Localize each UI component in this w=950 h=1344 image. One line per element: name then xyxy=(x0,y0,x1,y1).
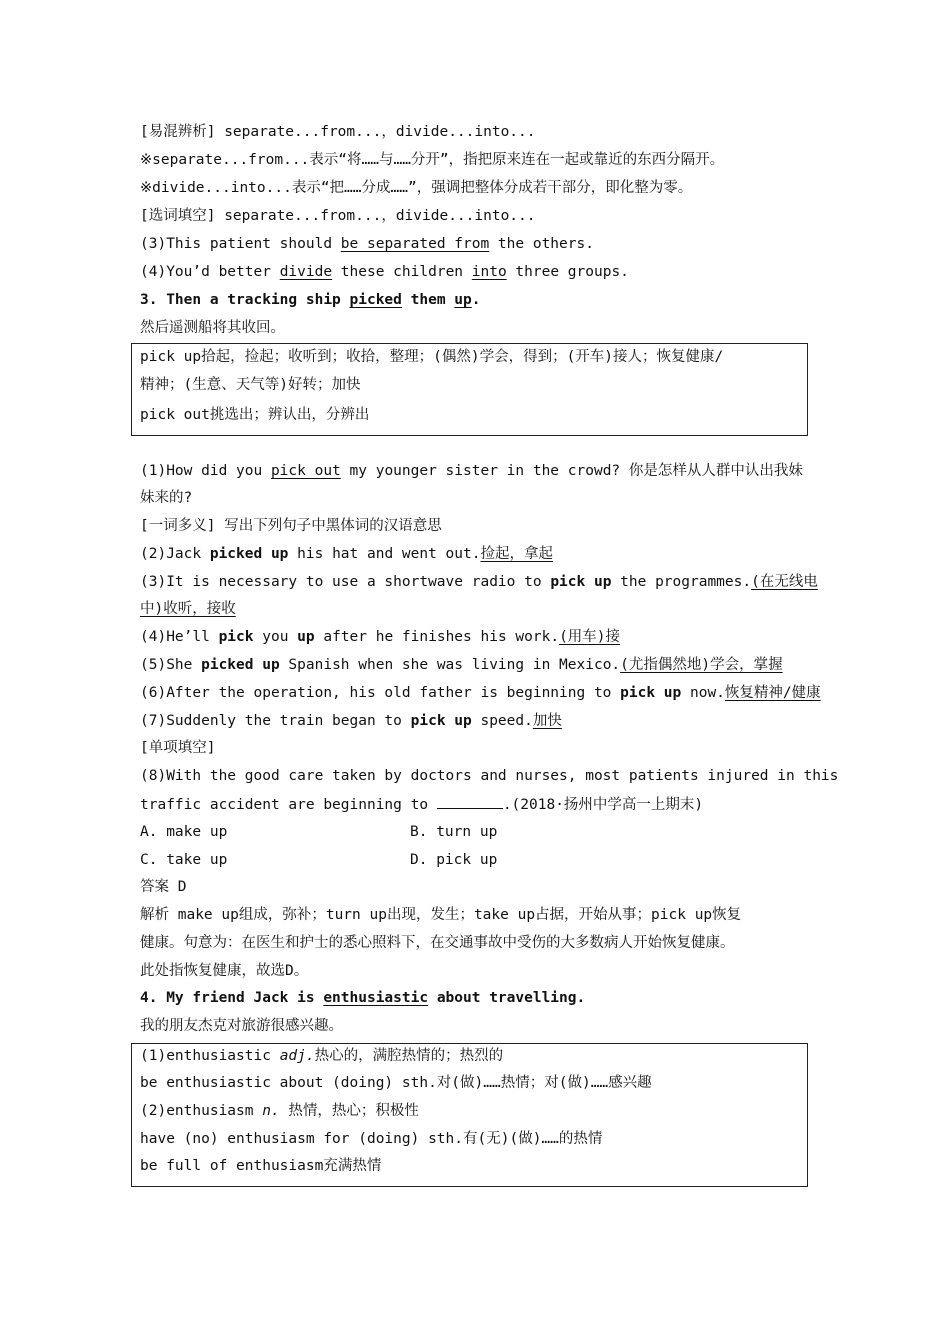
term: (2)enthusiasm xyxy=(140,1103,263,1119)
separate-note xyxy=(140,150,724,170)
heading-text: . xyxy=(471,292,481,308)
bold-word: picked up xyxy=(209,546,289,562)
fill-question-4 xyxy=(140,262,629,282)
polysemy-4 xyxy=(140,627,620,647)
explanation-2 xyxy=(140,933,735,953)
heading-text: 3. Then a tracking ship xyxy=(140,292,350,308)
answer-underline: 加快 xyxy=(532,713,562,729)
options-row-1 xyxy=(140,822,640,842)
polysemy-3 xyxy=(140,572,818,592)
q-text: (8)With the good care taken by doctors and nurses, most patients injured in this xyxy=(140,768,839,784)
definition-line: be enthusiastic about (doing) sth.对(做)……热情；对(做)……感兴趣 xyxy=(140,1075,652,1091)
definition-line: pick out挑选出；辨认出，分辨出 xyxy=(140,407,370,423)
bold-word: up xyxy=(297,629,315,645)
meaning: 热心的，满腔热情的；热烈的 xyxy=(314,1048,504,1064)
option-b: B. turn up xyxy=(410,824,498,840)
answer-underline: into xyxy=(471,264,507,280)
q-text: the others. xyxy=(489,236,594,252)
meaning: 热情，热心；积极性 xyxy=(279,1103,419,1119)
term: (1)enthusiastic xyxy=(140,1048,280,1064)
q-text: Spanish when she was living in Mexico. xyxy=(279,657,621,673)
explanation-text: 解析 make up组成，弥补；turn up出现，发生；take up占据，开始从事；pick up恢复 xyxy=(140,907,742,923)
answer-underline: be separated from xyxy=(340,236,490,252)
confusion-heading-text: [易混辨析] separate...from...，divide...into... xyxy=(140,124,536,140)
divide-note xyxy=(140,178,692,198)
definition-line xyxy=(140,1101,419,1121)
translation-text: 然后遥测船将其收回。 xyxy=(140,320,285,336)
heading-text: 4. My friend Jack is xyxy=(140,990,324,1006)
q-text: (4)He’ll xyxy=(140,629,219,645)
separate-note-text: ※separate...from...表示“将……与……分开”，指把原来连在一起或靠近的东西分隔开。 xyxy=(140,152,725,168)
q-text: the programmes. xyxy=(611,574,752,590)
answer-underline: pick out xyxy=(270,463,341,479)
q-text: after he finishes his work. xyxy=(314,629,560,645)
section-4-translation xyxy=(140,1016,343,1036)
q-text: these children xyxy=(332,264,472,280)
definition-line: pick up拾起，捡起；收听到；收拾，整理；(偶然)学会，得到；(开车)接人；恢复健康/ xyxy=(140,349,724,365)
part-of-speech: adj. xyxy=(279,1048,315,1064)
answer-text: 答案 D xyxy=(140,879,187,895)
answer-blank xyxy=(437,794,503,809)
definition-line: 精神；(生意、天气等)好转；加快 xyxy=(140,377,361,393)
fill-heading xyxy=(140,206,536,226)
example-1-cont xyxy=(140,488,192,508)
section-3-heading xyxy=(140,290,481,310)
q-text: traffic accident are beginning to xyxy=(140,797,437,813)
bold-word: pick up xyxy=(410,713,472,729)
q-text: (5)She xyxy=(140,657,202,673)
q-text: now. xyxy=(681,685,725,701)
answer-underline: 捡起，拿起 xyxy=(480,546,553,562)
explanation-text: 健康。句意为：在医生和护士的悉心照料下，在交通事故中受伤的大多数病人开始恢复健康。 xyxy=(140,935,735,951)
q-text: you xyxy=(253,629,298,645)
fill-heading-text: [选词填空] separate...from...，divide...into... xyxy=(140,208,536,224)
heading-text: them xyxy=(401,292,455,308)
key-word: picked xyxy=(349,292,402,308)
answer-underline: 中)收听，接收 xyxy=(140,601,236,617)
q-text: (4)You’d better xyxy=(140,264,280,280)
fill-question-3 xyxy=(140,234,594,254)
option-a: A. make up xyxy=(140,824,228,840)
q-text: (2)Jack xyxy=(140,546,210,562)
section-3-translation xyxy=(140,318,285,338)
enthusiastic-definition-box xyxy=(131,1043,808,1187)
bold-word: pick up xyxy=(550,574,612,590)
bold-word: pick xyxy=(218,629,254,645)
q-text: 妹来的? xyxy=(140,490,193,506)
part-of-speech: n. xyxy=(262,1103,280,1119)
bold-word: pick up xyxy=(620,685,682,701)
polysemy-3-cont xyxy=(140,599,236,619)
q-text: (7)Suddenly the train began to xyxy=(140,713,411,729)
explanation-3 xyxy=(140,961,308,981)
definition-line xyxy=(140,1046,503,1066)
single-choice-heading xyxy=(140,738,215,758)
definition-line: be full of enthusiasm充满热情 xyxy=(140,1158,382,1174)
confusion-heading xyxy=(140,122,536,142)
answer-underline: (用车)接 xyxy=(559,629,621,645)
translation-text: 我的朋友杰克对旅游很感兴趣。 xyxy=(140,1018,343,1034)
answer-underline: divide xyxy=(279,264,333,280)
q-text: speed. xyxy=(471,713,533,729)
question-8-cont xyxy=(140,794,703,815)
polysemy-2 xyxy=(140,544,553,564)
answer-underline: (在无线电 xyxy=(751,574,818,590)
options-row-2 xyxy=(140,850,640,870)
polysemy-7 xyxy=(140,711,562,731)
pick-up-definition-box xyxy=(131,343,808,436)
q-text: (6)After the operation, his old father is beginning to xyxy=(140,685,621,701)
polysemy-6 xyxy=(140,683,821,703)
heading-text: [一词多义] 写出下列句子中黑体词的汉语意思 xyxy=(140,518,442,534)
key-word: up xyxy=(454,292,472,308)
explanation-1 xyxy=(140,905,741,925)
option-d: D. pick up xyxy=(410,852,498,868)
definition-line: have (no) enthusiasm for (doing) sth.有(无)(做)……的热情 xyxy=(140,1131,603,1147)
q-text: (3)It is necessary to use a shortwave radio to xyxy=(140,574,551,590)
answer-underline: (尤指偶然地)学会，掌握 xyxy=(620,657,783,673)
section-4-heading xyxy=(140,988,585,1008)
heading-text: about travelling. xyxy=(428,990,586,1006)
bold-word: picked up xyxy=(201,657,280,673)
explanation-text: 此处指恢复健康，故选D。 xyxy=(140,963,309,979)
example-1 xyxy=(140,461,803,481)
q-text: (1)How did you xyxy=(140,463,271,479)
q-text: .(2018·扬州中学高一上期末) xyxy=(502,797,704,813)
heading-text: [单项填空] xyxy=(140,740,216,756)
answer-line xyxy=(140,877,186,897)
q-text: his hat and went out. xyxy=(288,546,481,562)
polysemy-5 xyxy=(140,655,783,675)
q-text: my younger sister in the crowd? 你是怎样从人群中认出我妹 xyxy=(340,463,803,479)
option-c: C. take up xyxy=(140,852,228,868)
divide-note-text: ※divide...into...表示“把……分成……”，强调把整体分成若干部分，即化整为零。 xyxy=(140,180,693,196)
q-text: three groups. xyxy=(506,264,629,280)
polysemy-heading xyxy=(140,516,442,536)
q-text: (3)This patient should xyxy=(140,236,341,252)
answer-underline: 恢复精神/健康 xyxy=(724,685,821,701)
key-word: enthusiastic xyxy=(323,990,429,1006)
question-8 xyxy=(140,766,838,786)
